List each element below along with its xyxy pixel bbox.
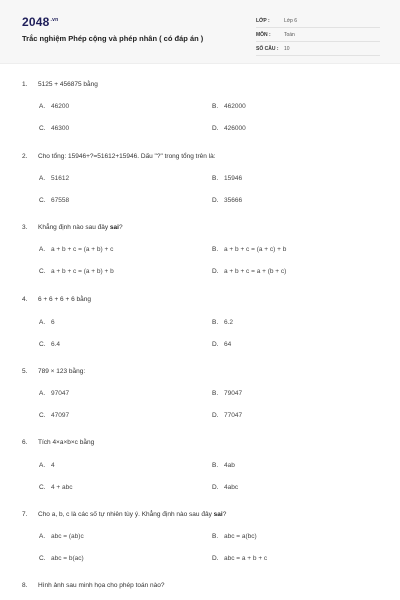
meta-label: LỚP : [256, 18, 270, 24]
question-2: 2. Cho tổng: 15946+?=51612+15946. Dấu "?" trong tổng trên là: [22, 153, 216, 160]
option-6c[interactable]: C. 4 + abc [39, 484, 73, 491]
question-1: 1. 5125 + 456875 bằng [22, 81, 98, 88]
question-8: 8. Hình ảnh sau minh họa cho phép toán nào? [22, 582, 165, 589]
option-6a[interactable]: A. 4 [39, 462, 55, 469]
option-4b[interactable]: B. 6.2 [212, 319, 234, 326]
option-7c[interactable]: C. abc = b(ac) [39, 555, 84, 562]
meta-class [256, 16, 380, 28]
meta-value: Lớp 6 [284, 18, 298, 24]
question-5: 5. 789 × 123 bằng: [22, 368, 86, 375]
option-3d[interactable]: D. a + b + c = a + (b + c) [212, 268, 287, 275]
emphasis-text: sai [213, 511, 223, 518]
meta-value: 10 [284, 46, 290, 52]
question-3: 3. Khẳng định nào sau đây sai? [22, 224, 123, 231]
option-2d[interactable]: D. 35666 [212, 197, 243, 204]
option-1d[interactable]: D. 426000 [212, 125, 246, 132]
site-logo[interactable]: $2048^{.vn}$ [22, 15, 59, 29]
option-7d[interactable]: D. abc = a + b + c [212, 555, 268, 562]
meta-count [256, 44, 380, 56]
option-4d[interactable]: D. 64 [212, 341, 232, 348]
option-2a[interactable]: A. 51612 [39, 175, 70, 182]
meta-label: SỐ CÂU : [256, 46, 279, 52]
meta-label: MÔN : [256, 32, 271, 38]
option-5a[interactable]: A. 97047 [39, 390, 70, 397]
option-3b[interactable]: B. a + b + c = (a + c) + b [212, 246, 287, 253]
option-7b[interactable]: B. abc = a(bc) [212, 533, 257, 540]
quiz-title: Trắc nghiệm Phép cộng và phép nhân ( có đáp án ) [22, 34, 204, 43]
option-7a[interactable]: A. abc = (ab)c [39, 533, 84, 540]
question-6: 6. Tích 4×a×b×c bằng [22, 439, 95, 446]
option-3a[interactable]: A. a + b + c = (a + b) + c [39, 246, 114, 253]
option-5b[interactable]: B. 79047 [212, 390, 243, 397]
option-3c[interactable]: C. a + b + c = (a + b) + b [39, 268, 114, 275]
option-5d[interactable]: D. 77047 [212, 412, 243, 419]
meta-value: Toán [284, 32, 295, 38]
meta-subject [256, 30, 380, 42]
option-6d[interactable]: D. 4abc [212, 484, 239, 491]
question-7: 7. Cho a, b, c là các số tự nhiên tùy ý. Khẳng định nào sau đây sai? [22, 511, 227, 518]
option-1b[interactable]: B. 462000 [212, 103, 246, 110]
question-4: 4. 6 + 6 + 6 + 6 bằng [22, 296, 91, 303]
emphasis-text: sai [109, 224, 119, 231]
option-6b[interactable]: B. 4ab [212, 462, 235, 469]
option-1c[interactable]: C. 46300 [39, 125, 70, 132]
option-5c[interactable]: C. 47097 [39, 412, 70, 419]
quiz-header [0, 0, 400, 64]
option-2c[interactable]: C. 67558 [39, 197, 70, 204]
option-4c[interactable]: C. 6.4 [39, 341, 61, 348]
option-1a[interactable]: A. 46200 [39, 103, 70, 110]
option-2b[interactable]: B. 15946 [212, 175, 243, 182]
option-4a[interactable]: A. 6 [39, 319, 55, 326]
